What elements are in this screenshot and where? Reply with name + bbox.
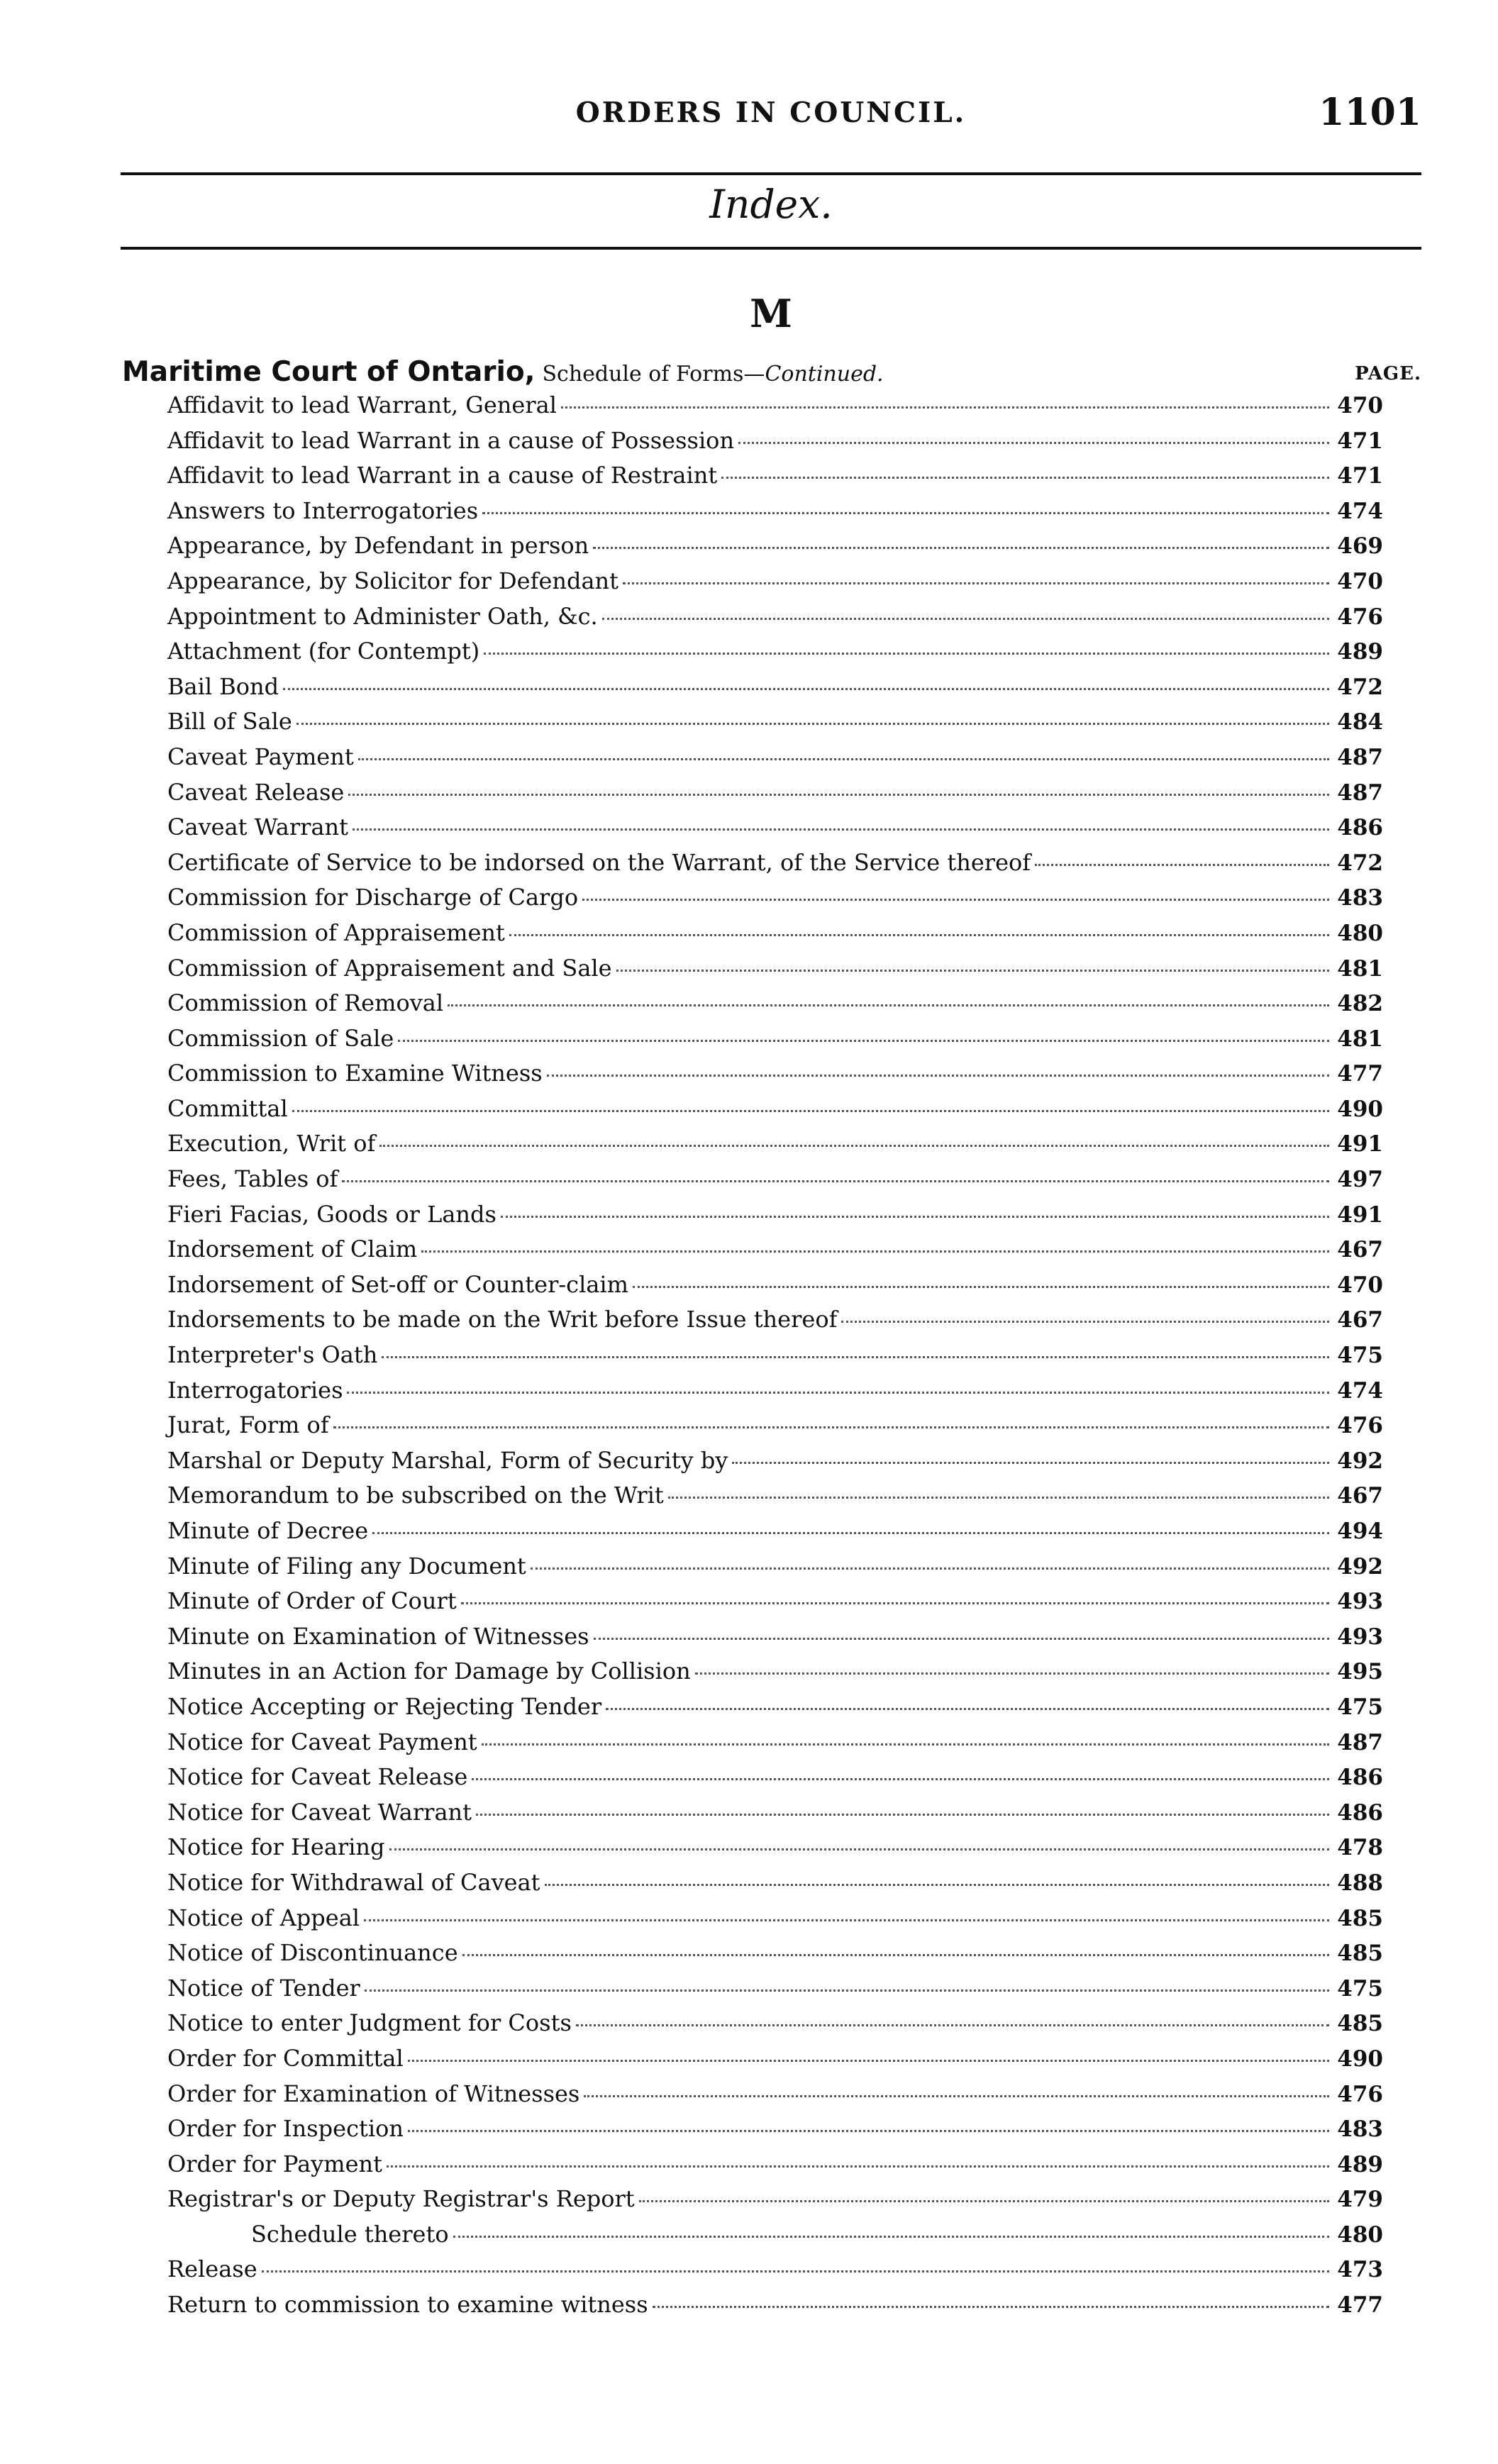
dot-leader bbox=[292, 1110, 1329, 1112]
index-entry bbox=[167, 2080, 1383, 2116]
index-entry bbox=[167, 638, 1383, 673]
index-entry bbox=[167, 919, 1383, 955]
dot-leader bbox=[347, 1392, 1329, 1394]
entry-label: Commission of Appraisement and Sale bbox=[167, 954, 612, 982]
entry-label: Release bbox=[167, 2255, 257, 2283]
entry-page: 477 bbox=[1337, 2292, 1383, 2319]
entry-page: 475 bbox=[1337, 1975, 1383, 2002]
entry-label: Appearance, by Defendant in person bbox=[167, 532, 589, 560]
section-subtitle: Schedule of Forms— bbox=[542, 362, 765, 387]
index-entry bbox=[167, 814, 1383, 849]
entry-label: Schedule thereto bbox=[251, 2220, 449, 2248]
entry-page: 494 bbox=[1337, 1519, 1383, 1544]
dot-leader bbox=[364, 1919, 1329, 1921]
entry-page: 467 bbox=[1337, 1237, 1383, 1263]
entry-page: 481 bbox=[1337, 1026, 1383, 1052]
dot-leader bbox=[594, 1638, 1329, 1640]
entry-page: 480 bbox=[1337, 920, 1383, 946]
entry-label: Bail Bond bbox=[167, 672, 279, 700]
index-entry bbox=[167, 1095, 1383, 1131]
dot-leader bbox=[1035, 864, 1329, 866]
entry-page: 485 bbox=[1337, 1905, 1383, 1931]
entry-page: 476 bbox=[1337, 2081, 1383, 2107]
running-head bbox=[121, 91, 1421, 140]
entry-label: Bill of Sale bbox=[167, 708, 292, 736]
entry-label: Interpreter's Oath bbox=[167, 1341, 378, 1369]
entry-label: Interrogatories bbox=[167, 1376, 343, 1404]
entry-label: Fees, Tables of bbox=[167, 1165, 338, 1193]
index-entry bbox=[167, 2255, 1383, 2291]
dot-leader bbox=[653, 2306, 1329, 2308]
entry-label: Minute of Decree bbox=[167, 1517, 369, 1544]
entry-page: 483 bbox=[1337, 885, 1383, 911]
entry-page: 474 bbox=[1337, 498, 1383, 524]
index-entry bbox=[167, 849, 1383, 884]
dot-leader bbox=[732, 1462, 1329, 1464]
dot-leader bbox=[296, 723, 1329, 725]
entry-label: Minute on Examination of Witnesses bbox=[167, 1622, 589, 1650]
dot-leader bbox=[398, 1040, 1329, 1042]
entry-label: Memorandum to be subscribed on the Writ bbox=[167, 1482, 664, 1509]
index-entry bbox=[167, 1728, 1383, 1764]
dot-leader bbox=[721, 477, 1329, 479]
entry-page: 479 bbox=[1337, 2187, 1383, 2213]
dot-leader bbox=[353, 828, 1329, 831]
index-entry bbox=[167, 603, 1383, 638]
dot-leader bbox=[547, 1075, 1329, 1077]
dot-leader bbox=[576, 2024, 1329, 2026]
entry-page: 472 bbox=[1337, 850, 1383, 876]
dot-leader bbox=[484, 653, 1329, 655]
entry-page: 483 bbox=[1337, 2116, 1383, 2143]
entry-label: Order for Examination of Witnesses bbox=[167, 2080, 580, 2107]
entry-page: 491 bbox=[1337, 1202, 1383, 1228]
index-entry bbox=[167, 1975, 1383, 2010]
dot-leader bbox=[501, 1216, 1329, 1218]
dot-leader bbox=[582, 899, 1329, 901]
index-entry bbox=[167, 1833, 1383, 1869]
entry-label: Indorsements to be made on the Writ before Issue thereof bbox=[167, 1306, 838, 1333]
index-entry bbox=[167, 1904, 1383, 1940]
entry-label: Jurat, Form of bbox=[167, 1411, 329, 1439]
entry-label: Caveat Payment bbox=[167, 743, 354, 770]
dot-leader bbox=[602, 618, 1329, 620]
index-entry bbox=[167, 1060, 1383, 1095]
index-entry bbox=[167, 2009, 1383, 2045]
index-entry bbox=[167, 673, 1383, 709]
entry-page: 473 bbox=[1337, 2257, 1383, 2283]
dot-leader bbox=[841, 1321, 1329, 1323]
index-entry bbox=[167, 1411, 1383, 1447]
dot-leader bbox=[387, 2165, 1329, 2168]
entry-page: 472 bbox=[1337, 674, 1383, 700]
dot-leader bbox=[476, 1814, 1329, 1816]
entry-label: Affidavit to lead Warrant in a cause of Restraint bbox=[167, 462, 718, 489]
dot-leader bbox=[342, 1180, 1329, 1182]
index-entry bbox=[167, 1341, 1383, 1377]
index-entry bbox=[167, 1165, 1383, 1201]
index-entry bbox=[167, 1447, 1383, 1482]
dot-leader bbox=[482, 1743, 1329, 1746]
dot-leader bbox=[668, 1497, 1329, 1499]
entry-label: Affidavit to lead Warrant in a cause of Possession bbox=[167, 426, 735, 454]
dot-leader bbox=[389, 1848, 1329, 1850]
dot-leader bbox=[333, 1426, 1329, 1428]
entry-page: 485 bbox=[1337, 2011, 1383, 2037]
entry-page: 478 bbox=[1337, 1835, 1383, 1861]
index-entry bbox=[167, 1482, 1383, 1517]
entry-page: 493 bbox=[1337, 1589, 1383, 1615]
entry-label: Fieri Facias, Goods or Lands bbox=[167, 1200, 496, 1228]
dot-leader bbox=[262, 2270, 1329, 2272]
entry-label: Commission of Sale bbox=[167, 1024, 394, 1052]
index-entry bbox=[167, 1587, 1383, 1623]
entry-page: 467 bbox=[1337, 1307, 1383, 1333]
entry-page: 492 bbox=[1337, 1448, 1383, 1474]
index-letter: M bbox=[750, 291, 792, 336]
index-entry bbox=[167, 1693, 1383, 1728]
dot-leader bbox=[472, 1778, 1329, 1780]
index-rule bbox=[121, 247, 1421, 250]
index-entry bbox=[167, 1377, 1383, 1412]
entry-label: Certificate of Service to be indorsed on the Warrant, of the Service thereof bbox=[167, 848, 1031, 876]
dot-leader bbox=[738, 442, 1329, 444]
index-entry bbox=[167, 1799, 1383, 1834]
index-entry bbox=[167, 1130, 1383, 1165]
dot-leader bbox=[453, 2236, 1329, 2238]
index-entry bbox=[167, 462, 1383, 497]
entry-page: 469 bbox=[1337, 533, 1383, 560]
entry-label: Committal bbox=[167, 1094, 288, 1122]
entry-page: 471 bbox=[1337, 428, 1383, 454]
dot-leader bbox=[561, 406, 1329, 409]
index-entry bbox=[167, 1869, 1383, 1904]
dot-leader bbox=[379, 1145, 1329, 1147]
entry-page: 487 bbox=[1337, 779, 1383, 806]
entry-label: Notice of Tender bbox=[167, 1974, 360, 2002]
entry-label: Notice for Caveat Warrant bbox=[167, 1798, 472, 1826]
entry-page: 480 bbox=[1337, 2221, 1383, 2248]
entry-label: Caveat Warrant bbox=[167, 814, 349, 841]
running-title: ORDERS IN COUNCIL. bbox=[575, 96, 967, 129]
entry-page: 489 bbox=[1337, 2151, 1383, 2177]
index-entry bbox=[167, 884, 1383, 919]
entry-page: 477 bbox=[1337, 1061, 1383, 1087]
entry-page: 493 bbox=[1337, 1624, 1383, 1650]
dot-leader bbox=[695, 1672, 1329, 1675]
dot-leader bbox=[358, 758, 1329, 760]
dot-leader bbox=[606, 1708, 1329, 1710]
entry-page: 486 bbox=[1337, 1799, 1383, 1826]
entry-page: 482 bbox=[1337, 991, 1383, 1017]
index-entry bbox=[167, 1236, 1383, 1271]
dot-leader bbox=[482, 512, 1329, 514]
entry-page: 485 bbox=[1337, 1941, 1383, 1967]
dot-leader bbox=[365, 1989, 1329, 1992]
entry-label: Commission of Appraisement bbox=[167, 919, 505, 946]
entry-page: 487 bbox=[1337, 744, 1383, 770]
entry-page: 470 bbox=[1337, 568, 1383, 594]
index-title: Index. bbox=[709, 182, 833, 227]
index-entry bbox=[167, 1025, 1383, 1060]
dot-leader bbox=[421, 1250, 1329, 1253]
entry-label: Execution, Writ of bbox=[167, 1130, 376, 1158]
index-entry bbox=[167, 2151, 1383, 2186]
dot-leader bbox=[408, 2060, 1329, 2062]
entry-page: 475 bbox=[1337, 1694, 1383, 1720]
entry-label: Notice Accepting or Rejecting Tender bbox=[167, 1692, 602, 1720]
index-entry bbox=[167, 2221, 1383, 2256]
entry-label: Minute of Order of Court bbox=[167, 1587, 457, 1615]
dot-leader bbox=[623, 582, 1329, 584]
entry-page: 476 bbox=[1337, 1413, 1383, 1439]
dot-leader bbox=[461, 1602, 1329, 1604]
entry-page: 492 bbox=[1337, 1553, 1383, 1580]
entry-page: 484 bbox=[1337, 709, 1383, 736]
index-entry bbox=[167, 1306, 1383, 1341]
entry-label: Indorsement of Set-off or Counter-claim bbox=[167, 1270, 628, 1298]
index-entry bbox=[167, 955, 1383, 990]
entry-page: 487 bbox=[1337, 1729, 1383, 1755]
section-heading bbox=[122, 356, 1421, 387]
dot-leader bbox=[283, 688, 1329, 690]
index-entry bbox=[167, 1658, 1383, 1693]
entry-label: Attachment (for Contempt) bbox=[167, 638, 480, 665]
dot-leader bbox=[382, 1356, 1329, 1358]
entry-label: Appointment to Administer Oath, &c. bbox=[167, 602, 598, 630]
entry-label: Order for Payment bbox=[167, 2150, 382, 2177]
index-entry bbox=[167, 1623, 1383, 1658]
index-entry bbox=[167, 567, 1383, 603]
dot-leader bbox=[616, 970, 1329, 972]
entry-label: Answers to Interrogatories bbox=[167, 496, 479, 524]
dot-leader bbox=[408, 2130, 1329, 2132]
index-entry bbox=[167, 1271, 1383, 1306]
dot-leader bbox=[448, 1004, 1329, 1006]
entry-label: Notice for Hearing bbox=[167, 1833, 385, 1861]
entry-label: Registrar's or Deputy Registrar's Report bbox=[167, 2185, 635, 2213]
dot-leader bbox=[531, 1567, 1329, 1570]
entry-page: 470 bbox=[1337, 1272, 1383, 1298]
dot-leader bbox=[545, 1884, 1329, 1886]
index-entry bbox=[167, 779, 1383, 814]
entry-label: Order for Inspection bbox=[167, 2115, 404, 2143]
page-column-label: PAGE. bbox=[1355, 363, 1421, 384]
index-entry bbox=[167, 532, 1383, 567]
entry-page: 474 bbox=[1337, 1377, 1383, 1404]
index-entry bbox=[167, 497, 1383, 533]
entry-label: Indorsement of Claim bbox=[167, 1236, 418, 1263]
index-entry bbox=[167, 708, 1383, 743]
index-entry bbox=[167, 427, 1383, 462]
dot-leader bbox=[593, 547, 1329, 549]
index-entry bbox=[167, 1201, 1383, 1236]
dot-leader bbox=[633, 1286, 1329, 1288]
entry-label: Commission to Examine Witness bbox=[167, 1060, 543, 1087]
index-entry bbox=[167, 2115, 1383, 2151]
entry-label: Notice for Caveat Release bbox=[167, 1763, 468, 1791]
entry-label: Affidavit to lead Warrant, General bbox=[167, 392, 557, 418]
entry-page: 497 bbox=[1337, 1167, 1383, 1193]
entry-label: Notice of Appeal bbox=[167, 1904, 360, 1931]
entry-page: 481 bbox=[1337, 955, 1383, 982]
entry-label: Notice of Discontinuance bbox=[167, 1939, 458, 1967]
entry-label: Caveat Release bbox=[167, 778, 345, 806]
index-entry bbox=[167, 2291, 1383, 2326]
dot-leader bbox=[348, 794, 1329, 796]
entry-page: 467 bbox=[1337, 1483, 1383, 1509]
entry-label: Appearance, by Solicitor for Defendant bbox=[167, 567, 619, 594]
entry-label: Commission for Discharge of Cargo bbox=[167, 884, 579, 911]
entry-label: Order for Committal bbox=[167, 2044, 404, 2072]
index-entry bbox=[167, 2185, 1383, 2221]
entry-page: 490 bbox=[1337, 2046, 1383, 2072]
entry-page: 495 bbox=[1337, 1659, 1383, 1685]
index-entry bbox=[167, 743, 1383, 779]
entry-label: Return to commission to examine witness bbox=[167, 2291, 648, 2319]
entry-page: 486 bbox=[1337, 815, 1383, 841]
index-entry bbox=[167, 1553, 1383, 1588]
section-continued: Continued. bbox=[765, 362, 884, 387]
entry-label: Notice to enter Judgment for Costs bbox=[167, 2009, 572, 2037]
entry-label: Marshal or Deputy Marshal, Form of Security by bbox=[167, 1446, 728, 1474]
index-entry bbox=[167, 1763, 1383, 1799]
entry-page: 488 bbox=[1337, 1870, 1383, 1896]
index-entries bbox=[167, 392, 1383, 2326]
index-entry bbox=[167, 2045, 1383, 2080]
dot-leader bbox=[372, 1532, 1329, 1534]
entry-label: Commission of Removal bbox=[167, 989, 444, 1017]
entry-label: Minutes in an Action for Damage by Collision bbox=[167, 1658, 691, 1685]
entry-label: Notice for Withdrawal of Caveat bbox=[167, 1868, 540, 1896]
entry-page: 471 bbox=[1337, 463, 1383, 489]
dot-leader bbox=[639, 2200, 1329, 2202]
index-entry bbox=[167, 1517, 1383, 1553]
index-entry bbox=[167, 392, 1383, 427]
top-rule bbox=[121, 172, 1421, 175]
dot-leader bbox=[584, 2095, 1329, 2097]
entry-page: 491 bbox=[1337, 1131, 1383, 1158]
entry-page: 470 bbox=[1337, 393, 1383, 418]
index-entry bbox=[167, 1939, 1383, 1975]
entry-page: 475 bbox=[1337, 1343, 1383, 1369]
entry-label: Notice for Caveat Payment bbox=[167, 1728, 477, 1755]
dot-leader bbox=[509, 934, 1329, 936]
entry-page: 476 bbox=[1337, 604, 1383, 630]
entry-label: Minute of Filing any Document bbox=[167, 1552, 526, 1580]
entry-page: 486 bbox=[1337, 1765, 1383, 1791]
entry-page: 490 bbox=[1337, 1096, 1383, 1122]
dot-leader bbox=[462, 1954, 1329, 1956]
page-number: 1101 bbox=[1319, 91, 1421, 134]
entry-page: 489 bbox=[1337, 639, 1383, 665]
section-title: Maritime Court of Ontario, bbox=[122, 356, 536, 388]
index-entry bbox=[167, 989, 1383, 1025]
